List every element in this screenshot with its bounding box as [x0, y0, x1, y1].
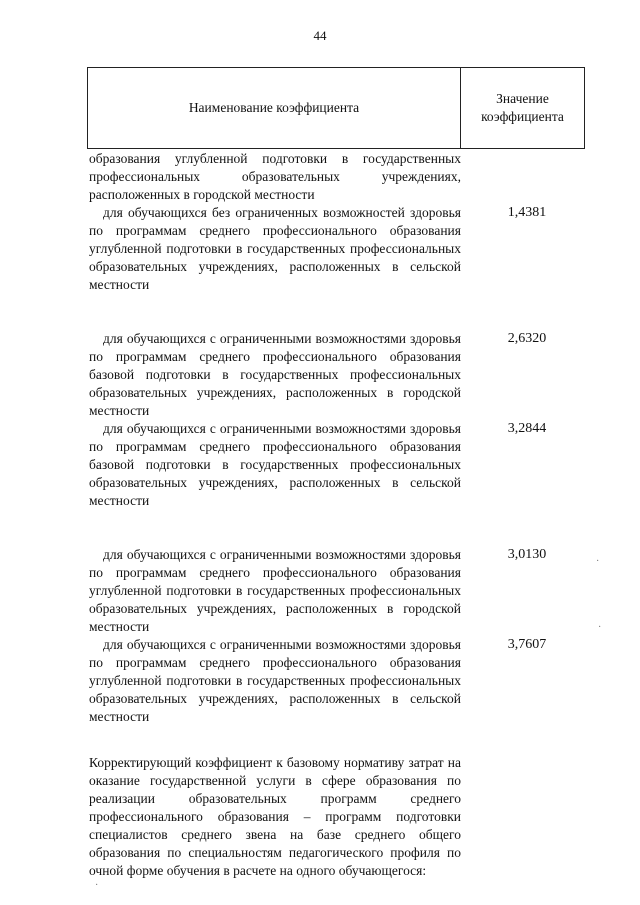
- column-header-name-label: Наименование коэффициента: [188, 100, 360, 115]
- row-spacer: [89, 510, 594, 546]
- coefficient-value: 3,7607: [507, 637, 547, 652]
- page-number: 44: [313, 28, 327, 43]
- coefficient-name: для обучающихся с ограниченными возможностями здоровья по программам среднего профессионального образования углубленной подготовки в государственных профессиональных образовательных учреждениях, расположенных в городской местности: [89, 547, 461, 634]
- coefficient-name: образования углубленной подготовки в государственных профессиональных образовательных учреждениях, расположенных в городской местности: [89, 151, 461, 202]
- closing-paragraph: Корректирующий коэффициент к базовому нормативу затрат на оказание государственной услуги в сфере образования по реализации образовательных программ среднего профессионального образования – программ подготовки специалистов среднего звена на базе среднего общего образования по специальностям педагогического профиля по очной форме обучения в расчете на одного обучающегося:: [89, 755, 461, 878]
- coefficient-name: для обучающихся с ограниченными возможностями здоровья по программам среднего профессионального образования базовой подготовки в государственных профессиональных образовательных учреждениях, расположенных в городской местности: [89, 331, 461, 418]
- table-row: [89, 636, 594, 726]
- column-header-value: [461, 68, 584, 148]
- table-body: [89, 150, 594, 880]
- table-row: [89, 420, 594, 510]
- coefficient-name: для обучающихся с ограниченными возможностями здоровья по программам среднего профессионального образования базовой подготовки в государственных профессиональных образовательных учреждениях, расположенных в сельской местности: [89, 421, 461, 508]
- table-row: [89, 546, 594, 636]
- table-row: [89, 150, 594, 204]
- table-row: [89, 204, 594, 294]
- column-header-name: [88, 68, 460, 148]
- scan-speck: ·: [95, 880, 99, 891]
- table-header: [87, 67, 585, 149]
- coefficient-value: 3,0130: [507, 547, 547, 562]
- coefficient-name: для обучающихся без ограниченных возможностей здоровья по программам среднего профессионального образования углубленной подготовки в государственных профессиональных образовательных учреждениях, расположенных в сельской местности: [89, 205, 461, 292]
- column-header-value-line2: коэффициента: [481, 109, 564, 124]
- row-spacer: [89, 294, 594, 330]
- coefficient-value: 1,4381: [507, 205, 547, 220]
- coefficient-name: для обучающихся с ограниченными возможностями здоровья по программам среднего профессионального образования углубленной подготовки в государственных профессиональных образовательных учреждениях, расположенных в сельской местности: [89, 637, 461, 724]
- table-row: [89, 330, 594, 420]
- coefficient-value: 2,6320: [507, 331, 547, 346]
- scan-speck: ·: [598, 622, 602, 633]
- coefficient-value: 3,2844: [507, 421, 547, 436]
- scan-speck: ·: [596, 556, 600, 567]
- column-header-value-line1: Значение: [496, 91, 549, 106]
